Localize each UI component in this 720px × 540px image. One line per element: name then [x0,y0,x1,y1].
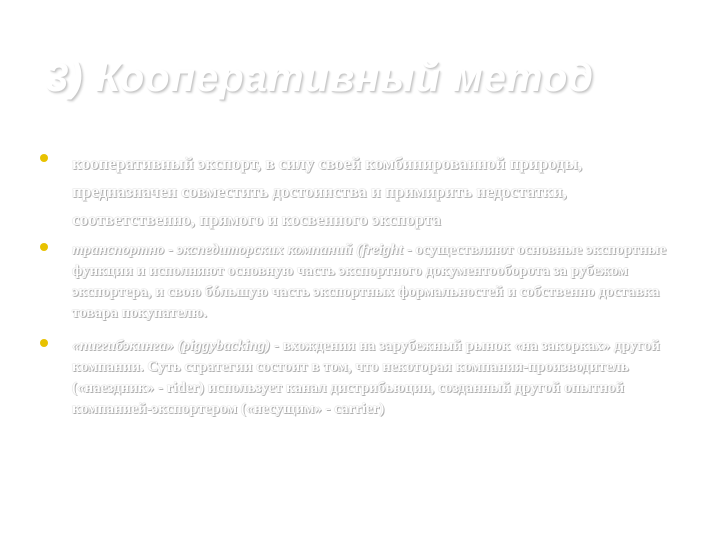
bullet-marker-icon [40,154,48,162]
bullet-item [40,240,680,324]
slide-title: 3) Кооперативный метод [46,56,595,100]
bullet-text: - вхождения на зарубежный рынок «на закорках» другой компании. Суть стратегии состоит в том, что некоторая компания-производитель («наездник» - rider) использует канал дистрибьюции, созданный другой опытной компанией-экспортером («несущим» - carrier) [72,338,660,417]
bullet-list [40,150,680,432]
bullet-item [40,150,680,234]
bullet-lead-text: транспортно - экспедиторских компаний (freight [72,242,403,258]
bullet-marker-icon [40,243,48,251]
bullet-item [40,336,680,420]
bullet-marker-icon [40,339,48,347]
bullet-text: - осуществляют основные экспортные функции и исполняют основную часть экспортного документооборота за рубежом экспортера, и свою бóльшую часть экспортных формальностей и собственно доставка товара покупателю. [72,242,667,321]
bullet-lead-text: «пиггибэкинга» (piggybacking) [72,338,271,354]
bullet-text: кооперативный экспорт, в силу своей комбинированной природы, предназначен совместить достоинства и примирить недостатки, соответственно, прямого и косвенного экспорта [72,154,583,229]
